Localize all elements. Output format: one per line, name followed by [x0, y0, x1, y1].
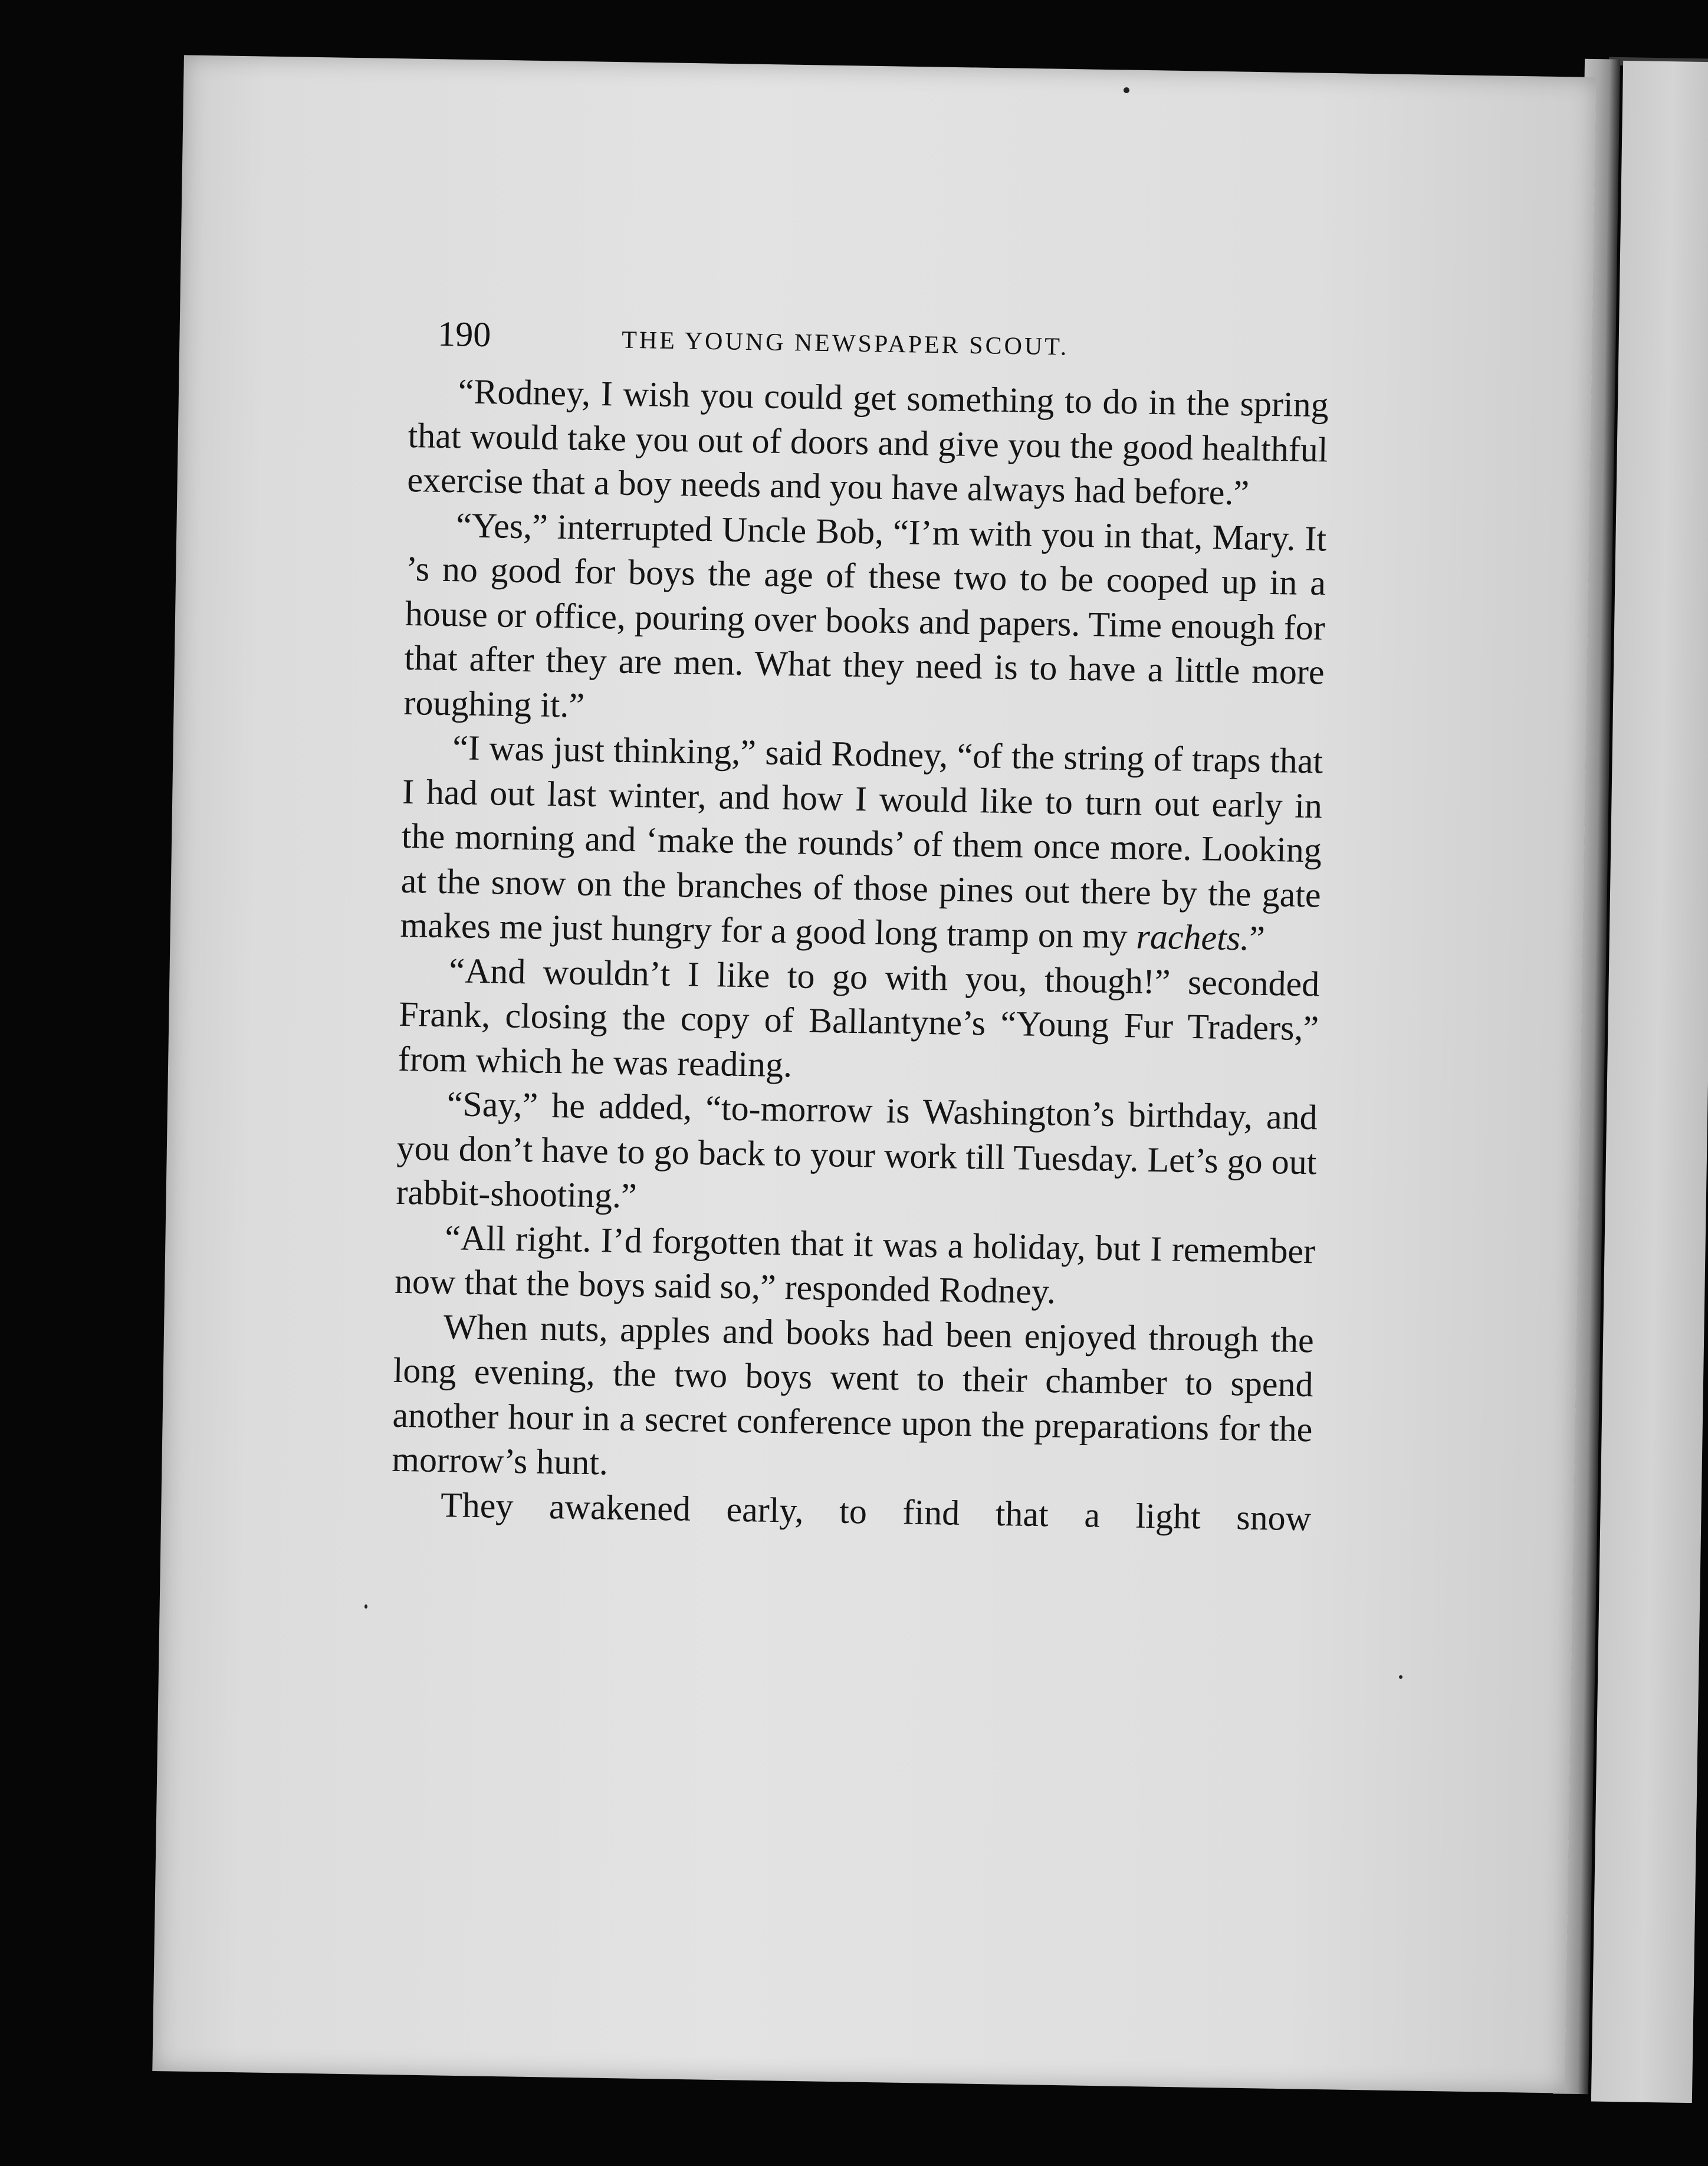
page-speck — [1399, 1675, 1402, 1679]
paragraph-1: “Rodney, I wish you could get something to do in the spring that would take you out of doors and give you the good healthful exercise that a boy needs and you have always had before.” — [406, 372, 1329, 513]
page-speck — [1124, 87, 1129, 93]
paragraph-6: “All right. I’d forgotten that it was a holiday, but I remember now that the boys said so,” responded Rodney. — [394, 1217, 1316, 1311]
paragraph-3-closing-quote: ” — [1249, 918, 1266, 958]
page-text — [391, 310, 1330, 1541]
running-title: THE YOUNG NEWSPAPER SCOUT. — [621, 326, 1069, 361]
paragraph-2: “Yes,” interrupted Uncle Bob, “I’m with you in that, Mary. It ’s no good for boys the age of these two to be cooped up in a house or office, pouring over books and papers. Time enough for that after they are men. What they need is to have a little more roughing it.” — [403, 505, 1327, 725]
paragraph-8: They awakened early, to find that a light snow — [440, 1485, 1312, 1538]
paragraph-3 — [400, 725, 1323, 962]
page-speck — [364, 1604, 367, 1609]
paragraph-5: “Say,” he added, “to-morrow is Washington’s birthday, and you don’t have to go back to your work till Tuesday. Let’s go out rabbit-shooting.” — [395, 1084, 1318, 1216]
paragraph-7: When nuts, apples and books had been enjoyed through the long evening, the two boys went to their chamber to spend another hour in a secret conference upon the preparations for the morrow’s hunt. — [391, 1307, 1315, 1482]
paragraph-4: “And wouldn’t I like to go with you, though!” seconded Frank, closing the copy of Ballantyne’s “Young Fur Traders,” from which he was reading. — [398, 950, 1320, 1084]
paragraph-3-text: “I was just thinking,” said Rodney, “of the string of traps that I had out last winter, and how I would like to turn out early in the morning and ‘make the rounds’ of them once more. Looking at the snow on the branches of those pines out there by the gate makes me just hungry for a good long tramp on my — [400, 728, 1323, 956]
page-number: 190 — [437, 314, 491, 355]
italic-word: rachets. — [1136, 917, 1250, 958]
